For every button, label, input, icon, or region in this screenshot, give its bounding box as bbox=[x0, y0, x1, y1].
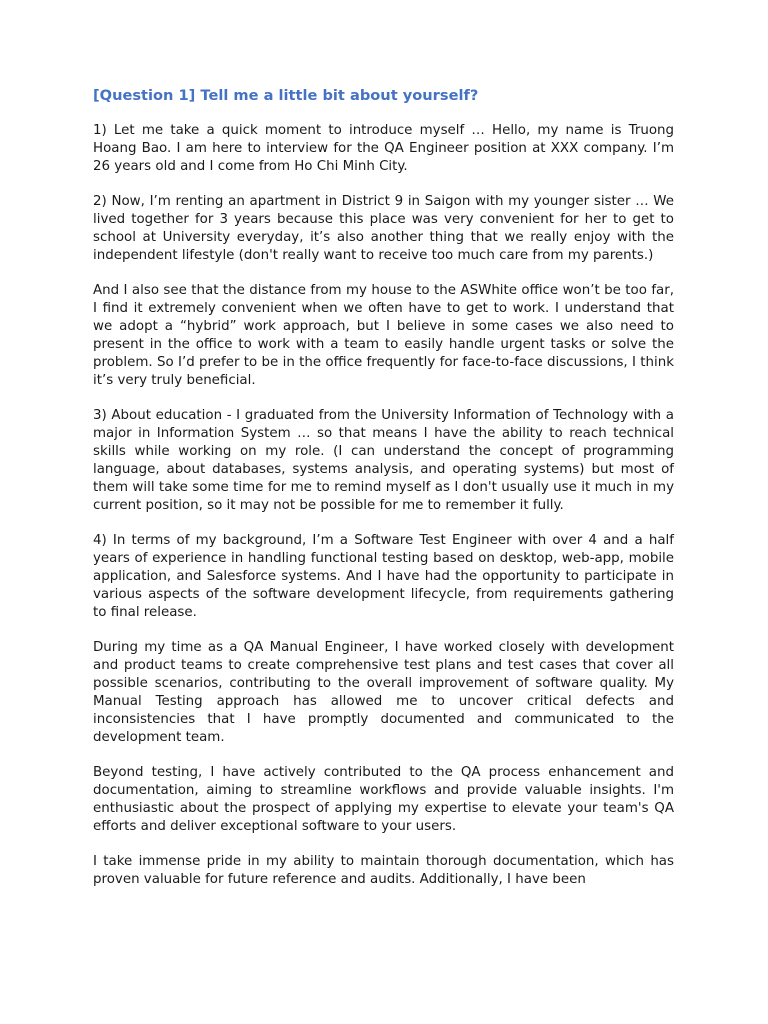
paragraph-beyond-testing: Beyond testing, I have actively contributed to the QA process enhancement and documentation, aiming to streamline workflows and provide valuable insights. I'm enthusiastic about the prospect of applying my expertise to elevate your team's QA efforts and deliver exceptional software to your users. bbox=[93, 765, 674, 834]
document-page bbox=[93, 86, 674, 906]
paragraph-background: 4) In terms of my background, I’m a Software Test Engineer with over 4 and a half years of experience in handling functional testing based on desktop, web-app, mobile application, and Salesforce systems. And I have had the opportunity to participate in various aspects of the software development lifecycle, from requirements gathering to final release. bbox=[93, 533, 674, 620]
paragraph-office-distance: And I also see that the distance from my house to the ASWhite office won’t be too far, I find it extremely convenient when we often have to get to work. I understand that we adopt a “hybrid” work approach, but I believe in some cases we also need to present in the office to work with a team to easily handle urgent tasks or solve the problem. So I’d prefer to be in the office frequently for face-to-face discussions, I think it’s very truly beneficial. bbox=[93, 283, 674, 388]
paragraph-education: 3) About education - I graduated from the University Information of Technology with a major in Information System … so that means I have the ability to reach technical skills while working on my role. (I can understand the concept of programming language, about databases, systems analysis, and operating systems) but most of them will take some time for me to remind myself as I don't usually use it much in my current position, so it may not be possible for me to remember it fully. bbox=[93, 408, 674, 513]
paragraph-introduction: 1) Let me take a quick moment to introduce myself … Hello, my name is Truong Hoang Bao. I am here to interview for the QA Engineer position at XXX company. I’m 26 years old and I come from Ho Chi Minh City. bbox=[93, 123, 674, 174]
paragraph-manual-engineer: During my time as a QA Manual Engineer, I have worked closely with development and product teams to create comprehensive test plans and test cases that cover all possible scenarios, contributing to the overall improvement of software quality. My Manual Testing approach has allowed me to uncover critical defects and inconsistencies that I have promptly documented and communicated to the development team. bbox=[93, 640, 674, 745]
paragraph-documentation: I take immense pride in my ability to maintain thorough documentation, which has proven valuable for future reference and audits. Additionally, I have been bbox=[93, 854, 674, 887]
question-heading: [Question 1] Tell me a little bit about yourself? bbox=[93, 87, 479, 104]
paragraph-living-situation: 2) Now, I’m renting an apartment in District 9 in Saigon with my younger sister … We lived together for 3 years because this place was very convenient for her to get to school at University everyday, it’s also another thing that we really enjoy with the independent lifestyle (don't really want to receive too much care from my parents.) bbox=[93, 194, 674, 263]
